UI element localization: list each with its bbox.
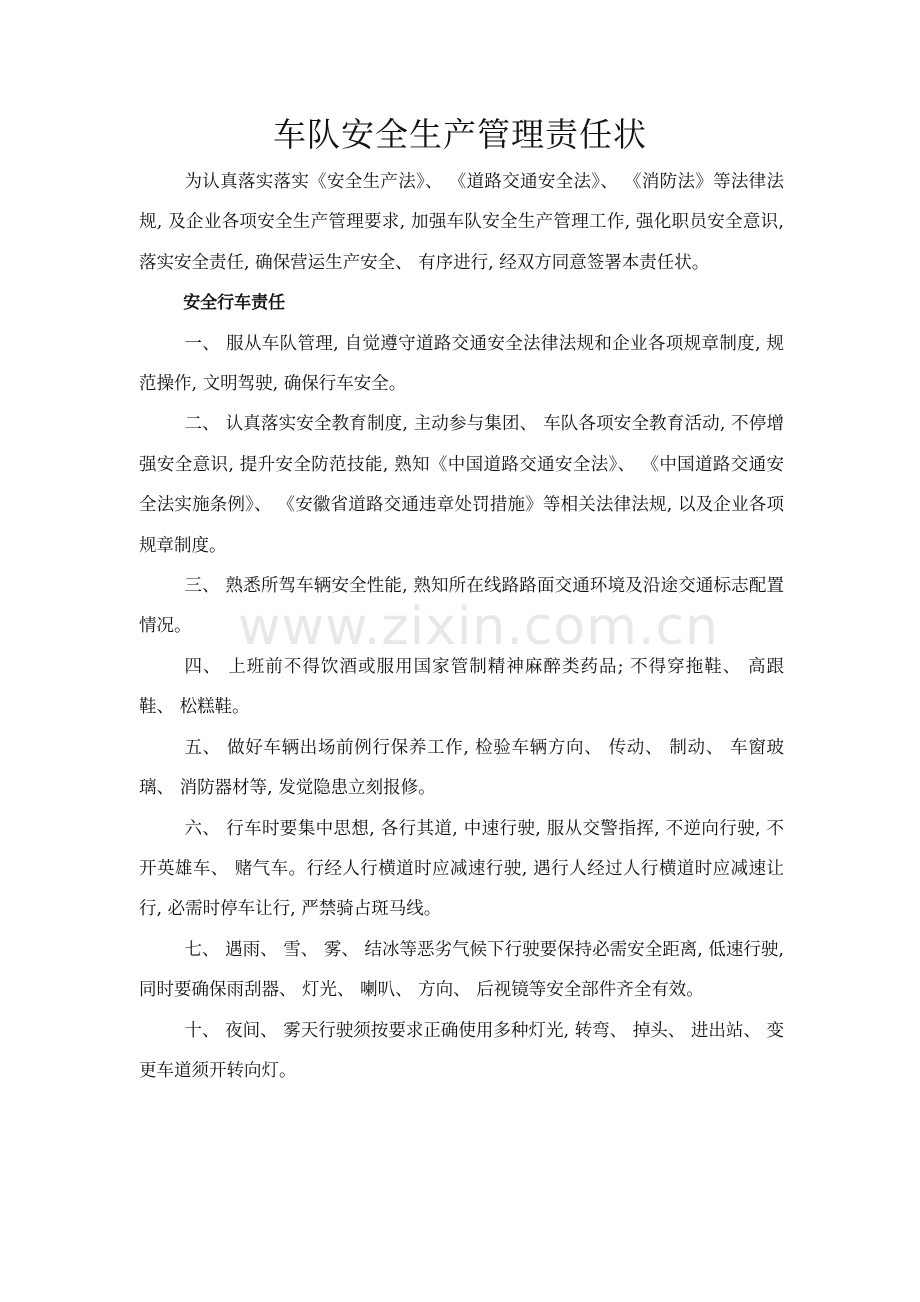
clause-4: 四、 上班前不得饮酒或服用国家管制精神麻醉类药品; 不得穿拖鞋、 高跟鞋、 松糕鞋。 <box>139 656 784 718</box>
clause-7: 七、 遇雨、 雪、 雾、 结冰等恶劣气候下行驶要保持必需安全距离, 低速行驶, 同时要确保雨刮器、 灯光、 喇叭、 方向、 后视镜等安全部件齐全有效。 <box>139 939 784 1001</box>
document-body <box>139 162 784 1091</box>
document-title: 车队安全生产管理责任状 <box>273 115 647 154</box>
clause-6: 六、 行车时要集中思想, 各行其道, 中速行驶, 服从交警指挥, 不逆向行驶, 不开英雄车、 赌气车。行经人行横道时应减速行驶, 遇行人经过人行横道时应减速让行, 必需时停车让行, 严禁骑占斑马线。 <box>139 818 784 920</box>
clause-2: 二、 认真落实安全教育制度, 主动参与集团、 车队各项安全教育活动, 不停增强安全意识, 提升安全防范技能, 熟知《中国道路交通安全法》、 《中国道路交通安全法实施条例》、 《安徽省道路交通违章处罚措施》等相关法律法规, 以及企业各项规章制度。 <box>139 414 784 556</box>
watermark: www.zixin.com.cn <box>238 597 719 657</box>
clause-10: 十、 夜间、 雾天行驶须按要求正确使用多种灯光, 转弯、 掉头、 进出站、 变更车道须开转向灯。 <box>139 1020 784 1081</box>
clause-3: 三、 熟悉所驾车辆安全性能, 熟知所在线路路面交通环境及沿途交通标志配置情况。 <box>139 576 784 637</box>
section-heading: 安全行车责任 <box>183 293 286 314</box>
clause-5: 五、 做好车辆出场前例行保养工作, 检验车辆方向、 传动、 制动、 车窗玻璃、 消防器材等, 发觉隐患立刻报修。 <box>139 737 784 799</box>
clause-1: 一、 服从车队管理, 自觉遵守道路交通安全法律法规和企业各项规章制度, 规范操作, 文明驾驶, 确保行车安全。 <box>139 333 784 395</box>
intro-paragraph: 为认真落实落实《安全生产法》、 《道路交通安全法》、 《消防法》等法律法规, 及企业各项安全生产管理要求, 加强车队安全生产管理工作, 强化职员安全意识, 落实安全责任, 确保营运生产安全、 有序进行, 经双方同意签署本责任状。 <box>139 172 784 273</box>
